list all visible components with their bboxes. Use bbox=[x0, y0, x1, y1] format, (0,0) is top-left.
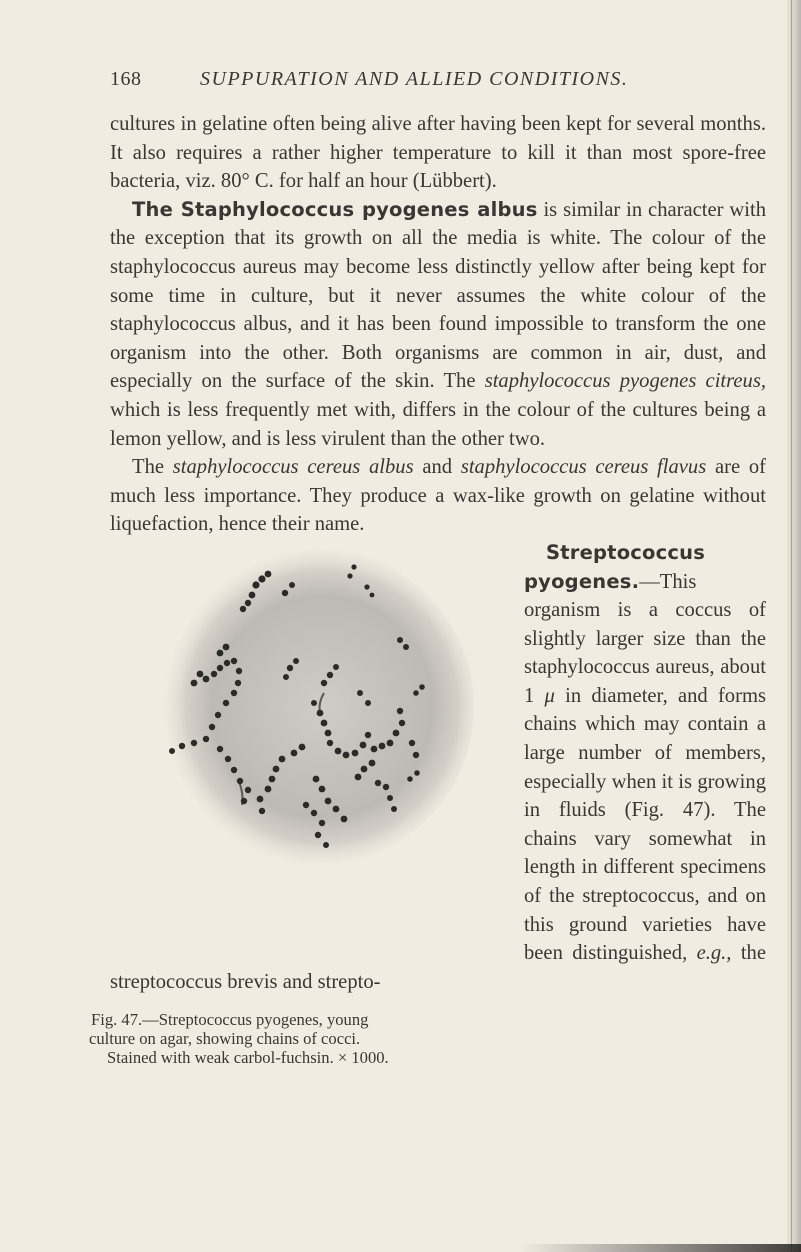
micrograph-icon bbox=[110, 543, 509, 863]
paragraph-3-text-b: and bbox=[413, 456, 461, 479]
page-edge bbox=[787, 0, 801, 1252]
caption-line-2: culture on agar, showing chains of cocci. bbox=[89, 1028, 361, 1048]
running-title: SUPPURATION AND ALLIED CONDITIONS. bbox=[200, 68, 629, 90]
paragraph-2-text-a: is similar in character with the exception that its growth on all the media is white. The colour of the staphylococcus aureus may become less distinctly yellow after being kept for some time in culture, but it never assumes the white colour of the staphylococcus albus, and it has been found impossible to transform the one organism into the other. Both organisms are common in air, dust, and especially on the surface of the skin. The bbox=[110, 198, 766, 393]
paragraph-2 bbox=[110, 196, 766, 453]
paragraph-3-text-a: The bbox=[132, 456, 173, 479]
paragraph-2-text-b: which is less frequently met with, differs in the colour of the cultures being a lemon yellow, and is less virulent than the other two. bbox=[110, 398, 766, 450]
albus-heading: The Staphylococcus pyogenes albus bbox=[132, 197, 538, 221]
paragraph-4-text-c: the streptococcus brevis and strepto- bbox=[110, 942, 766, 993]
figure-caption bbox=[89, 1011, 509, 1067]
binding-shadow bbox=[520, 1244, 801, 1252]
paragraph-3-text-c: are of much less importance. They produce a wax-like growth on gelatine without liquefaction, hence their name. bbox=[110, 456, 766, 536]
paragraph-1-text: cultures in gelatine often being alive after having been kept for several months. It also requires a rather higher temperature to kill it than most spore-free bacteria, viz. 80° C. for half an hour (Lübbert). bbox=[110, 113, 766, 193]
paragraph-1 bbox=[110, 110, 766, 196]
caption-line-1: Fig. 47.—Streptococcus pyogenes, young bbox=[91, 1010, 369, 1029]
figure-47 bbox=[110, 543, 509, 941]
cereus-albus-name: staphylococcus cereus albus bbox=[172, 456, 414, 479]
citreus-name: staphylococcus pyogenes citreus, bbox=[484, 370, 766, 393]
streptococcus-heading: Streptococcus pyogenes. bbox=[524, 540, 706, 593]
paragraph-3 bbox=[110, 453, 766, 539]
page-number: 168 bbox=[110, 68, 142, 90]
running-head bbox=[110, 68, 770, 98]
mu-symbol: μ bbox=[544, 684, 555, 707]
cereus-flavus-name: staphylococcus cereus flavus bbox=[460, 456, 707, 479]
caption-line-3: Stained with weak carbol-fuchsin. × 1000. bbox=[107, 1047, 389, 1067]
paragraph-4-text-a: —This organism is a coccus of slightly larger size than the staphylococcus aureus, about 1 bbox=[524, 570, 766, 707]
body-text bbox=[110, 110, 766, 996]
paragraph-4-text-b: in diameter, and forms chains which may contain a large number of members, especially when it is growing in fluids (Fig. 47). The chains vary somewhat in length in different specimens of the streptococcus, and on this ground varieties have been distinguished, bbox=[524, 684, 766, 965]
eg-abbrev: e.g., bbox=[696, 942, 732, 965]
